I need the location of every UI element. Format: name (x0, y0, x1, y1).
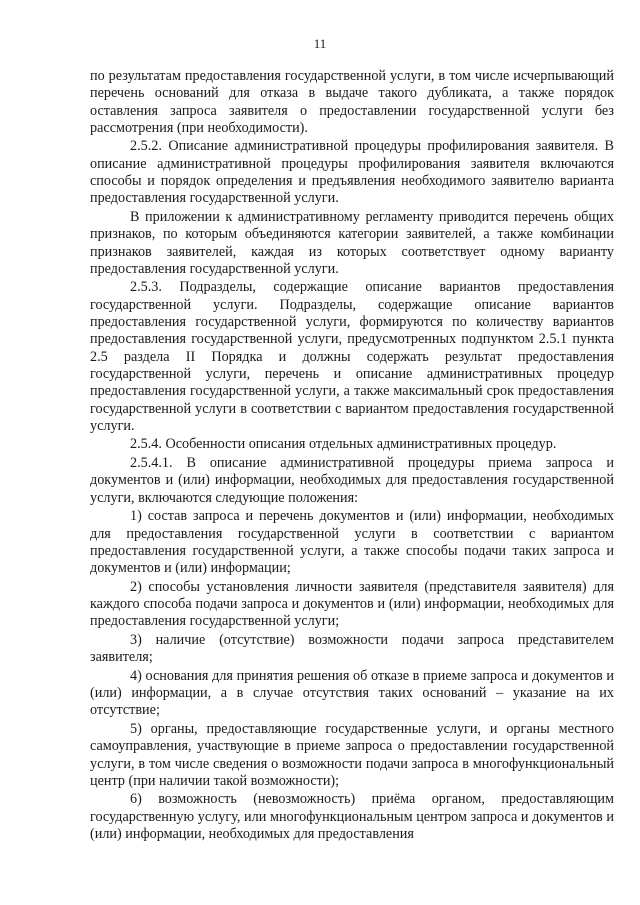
list-item-4: 4) основания для принятия решения об отказе в приеме запроса и документов и (или) информации, а в случае отсутствия таких оснований – указание на их отсутствие; (90, 667, 614, 719)
paragraph-2-5-3: 2.5.3. Подразделы, содержащие описание вариантов предоставления государственной услуги. Подразделы, содержащие описание вариантов предоставления государственной услуги, формируются по количеству вариантов предоставления государственной услуги, предусмотренных подпунктом 2.5.1 пункта 2.5 раздела II Порядка и должны содержать результат предоставления государственной услуги, перечень и описание административных процедур предоставления государственной услуги, а также максимальный срок предоставления государственной услуги в соответствии с вариантом предоставления государственной услуги. (90, 279, 614, 434)
paragraph-2-5-4: 2.5.4. Особенности описания отдельных административных процедур. (130, 436, 557, 453)
list-item-2: 2) способы установления личности заявителя (представителя заявителя) для каждого способа подачи запроса и документов и (или) информации, необходимых для предоставления государственной услуги; (90, 578, 614, 630)
paragraph-appendix-note: В приложении к административному регламенту приводится перечень общих признаков, по которым объединяются категории заявителей, а также комбинации признаков заявителей, каждая из которых соответствует одному варианту предоставления государственной услуги. (90, 208, 614, 277)
list-item-5: 5) органы, предоставляющие государственные услуги, и органы местного самоуправления, участвующие в приеме запроса о предоставлении государственной услуги, в том числе сведения о возможности подачи запроса в многофункциональный центр (при наличии такой возможности); (90, 720, 614, 789)
list-item-6: 6) возможность (невозможность) приёма органом, предоставляющим государственную услугу, или многофункциональным центром запроса и документов и (или) информации, необходимых для предоставления (90, 791, 614, 843)
paragraph-2-5-2: 2.5.2. Описание административной процедуры профилирования заявителя. В описание административной процедуры профилирования заявителя включаются способы и порядок определения и предъявления необходимого заявителю варианта предоставления государственной услуги. (90, 138, 614, 207)
paragraph-2-5-4-1: 2.5.4.1. В описание административной процедуры приема запроса и документов и (или) информации, необходимых для предоставления государственной услуги, включаются следующие положения: (90, 455, 614, 506)
list-item-1: 1) состав запроса и перечень документов и (или) информации, необходимых для предоставления государственной услуги в соответствии с вариантом предоставления государственной услуги, а также способы подачи таких запроса и документов и (или) информации; (90, 508, 614, 577)
page-number: 11 (313, 36, 327, 51)
list-item-3: 3) наличие (отсутствие) возможности подачи запроса представителем заявителя; (90, 631, 614, 666)
paragraph-continuation: по результатам предоставления государственной услуги, в том числе исчерпывающий перечень оснований для отказа в выдаче такого дубликата, а также порядок оставления запроса заявителя о предоставлении государственной услуги без рассмотрения (при необходимости). (90, 68, 614, 136)
document-body (90, 68, 614, 845)
